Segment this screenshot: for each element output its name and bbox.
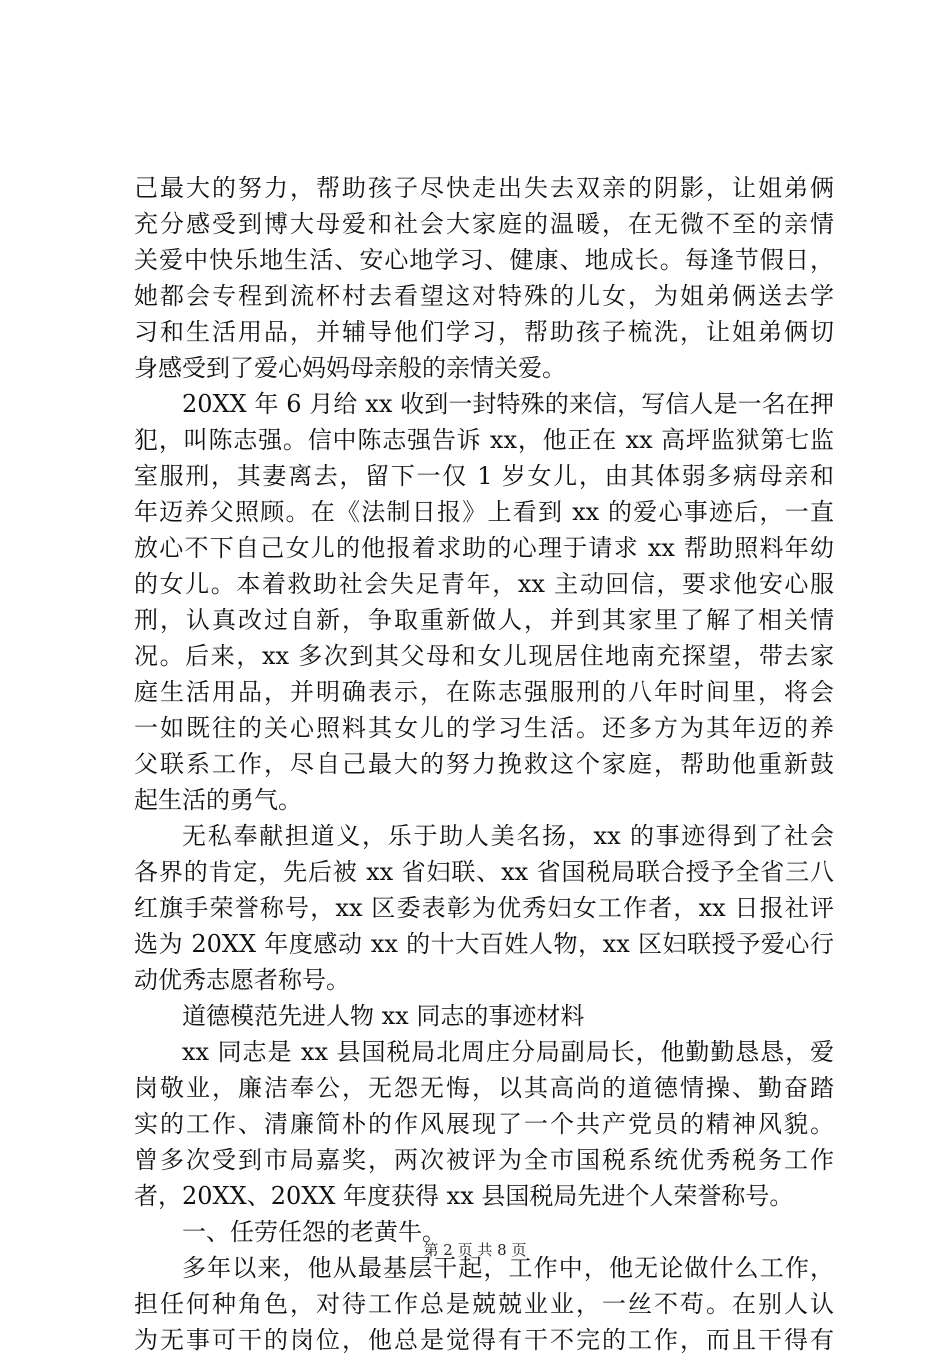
text-line: 担任何种角色，对待工作总是兢兢业业，一丝不苟。在别人认 <box>134 1290 834 1318</box>
text-line: 起生活的勇气。 <box>134 786 302 814</box>
text-line: 放心不下自己女儿的他报着求助的心理于请求 xx 帮助照料年幼 <box>134 534 834 562</box>
text-line: 岗敬业，廉洁奉公，无怨无悔，以其高尚的道德情操、勤奋踏 <box>134 1074 834 1102</box>
text-line: 犯，叫陈志强。信中陈志强告诉 xx，他正在 xx 高坪监狱第七监 <box>134 426 834 454</box>
document-body <box>134 170 834 1358</box>
text-line: xx 同志是 xx 县国税局北周庄分局副局长，他勤勤恳恳，爱 <box>182 1038 834 1066</box>
page-footer: 第 2 页 共 8 页 <box>423 1241 527 1259</box>
text-line: 选为 20XX 年度感动 xx 的十大百姓人物，xx 区妇联授予爱心行 <box>134 930 834 958</box>
text-line: 20XX 年 6 月给 xx 收到一封特殊的来信，写信人是一名在押 <box>182 390 834 418</box>
text-line: 刑，认真改过自新，争取重新做人，并到其家里了解了相关情 <box>134 606 834 634</box>
text-line: 习和生活用品，并辅导他们学习，帮助孩子梳洗，让姐弟俩切 <box>134 318 834 346</box>
text-line: 多年以来，他从最基层干起，工作中，他无论做什么工作， <box>182 1254 834 1282</box>
text-line: 庭生活用品，并明确表示，在陈志强服刑的八年时间里，将会 <box>134 678 834 706</box>
text-line: 她都会专程到流杯村去看望这对特殊的儿女，为姐弟俩送去学 <box>134 282 834 310</box>
text-line: 充分感受到博大母爱和社会大家庭的温暖，在无微不至的亲情 <box>134 210 834 238</box>
text-line: 道德模范先进人物 xx 同志的事迹材料 <box>182 1002 585 1030</box>
text-line: 己最大的努力，帮助孩子尽快走出失去双亲的阴影，让姐弟俩 <box>134 174 834 202</box>
text-line: 关爱中快乐地生活、安心地学习、健康、地成长。每逢节假日， <box>134 246 834 274</box>
text-line: 的女儿。本着救助社会失足青年，xx 主动回信，要求他安心服 <box>134 570 834 598</box>
text-line: 动优秀志愿者称号。 <box>134 966 350 994</box>
text-line: 无私奉献担道义，乐于助人美名扬，xx 的事迹得到了社会 <box>182 822 834 850</box>
text-line: 实的工作、清廉简朴的作风展现了一个共产党员的精神风貌。 <box>134 1110 834 1138</box>
text-line: 况。后来，xx 多次到其父母和女儿现居住地南充探望，带去家 <box>134 642 834 670</box>
text-line: 一、任劳任怨的老黄牛。 <box>182 1218 446 1246</box>
text-line: 一如既往的关心照料其女儿的学习生活。还多方为其年迈的养 <box>134 714 834 742</box>
text-line: 各界的肯定，先后被 xx 省妇联、xx 省国税局联合授予全省三八 <box>134 858 834 886</box>
text-line: 者，20XX、20XX 年度获得 xx 县国税局先进个人荣誉称号。 <box>134 1182 794 1210</box>
text-line: 父联系工作，尽自己最大的努力挽救这个家庭，帮助他重新鼓 <box>134 750 834 778</box>
text-line: 为无事可干的岗位，他总是觉得有干不完的工作，而且干得有 <box>134 1326 834 1354</box>
text-line: 年迈养父照顾。在《法制日报》上看到 xx 的爱心事迹后，一直 <box>134 498 834 526</box>
text-line: 身感受到了爱心妈妈母亲般的亲情关爱。 <box>134 354 566 382</box>
text-line: 曾多次受到市局嘉奖，两次被评为全市国税系统优秀税务工作 <box>134 1146 834 1174</box>
text-line: 红旗手荣誉称号，xx 区委表彰为优秀妇女工作者，xx 日报社评 <box>134 894 834 922</box>
text-line: 室服刑，其妻离去，留下一仅 1 岁女儿，由其体弱多病母亲和 <box>134 462 834 490</box>
